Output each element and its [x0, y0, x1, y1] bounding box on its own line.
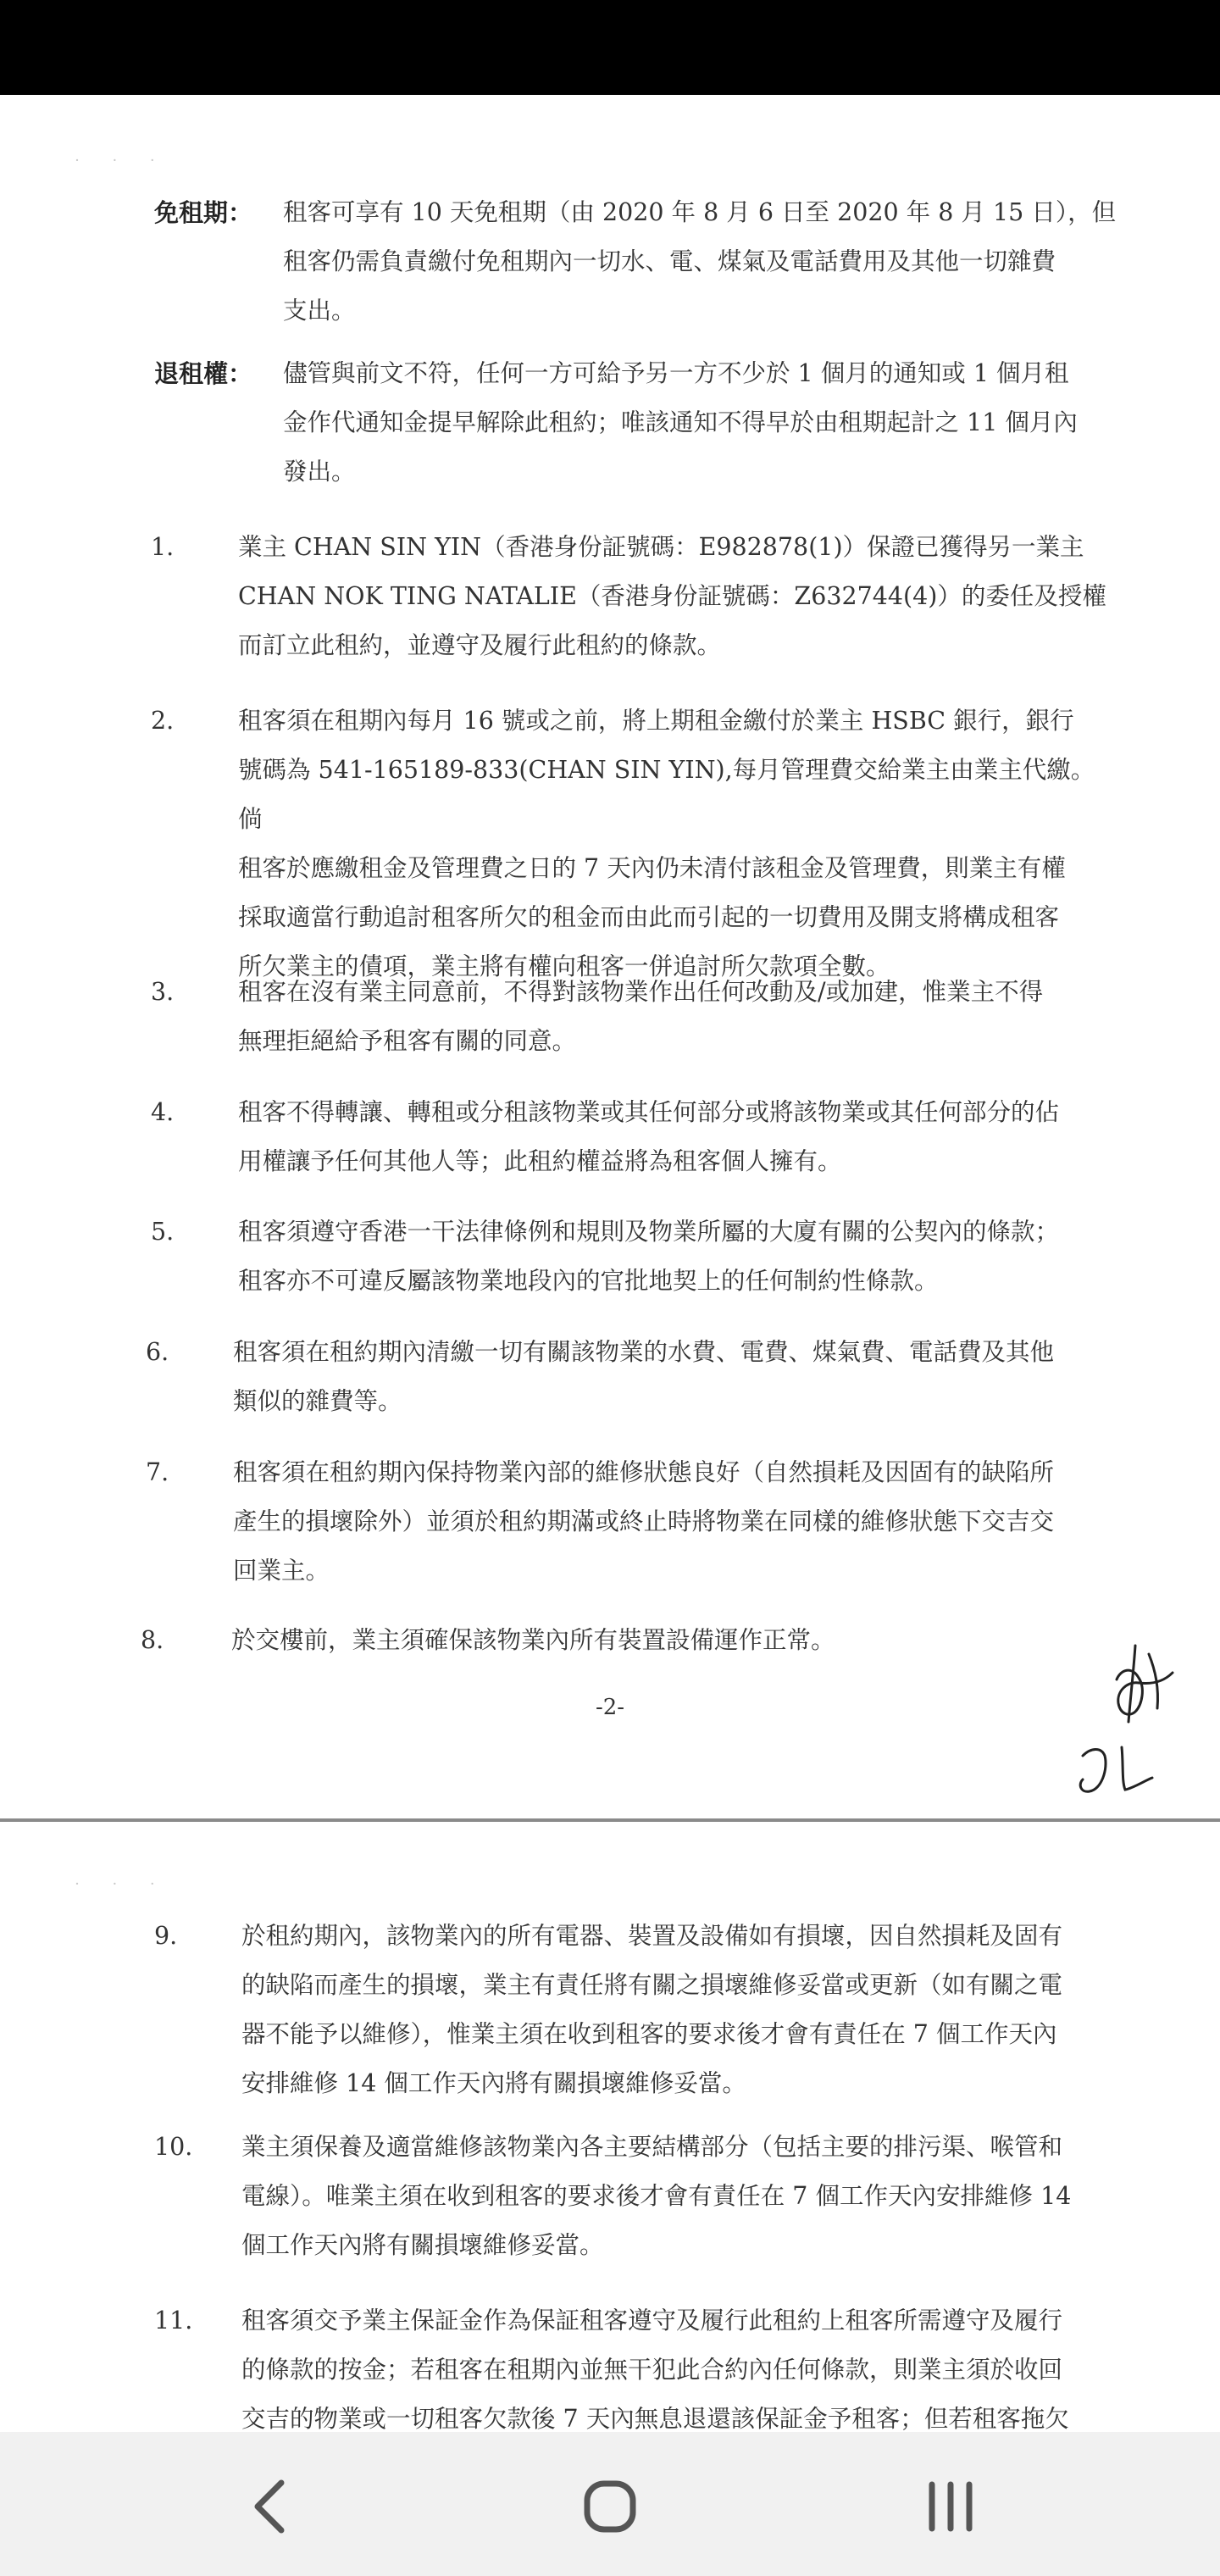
clause-line: 而訂立此租約，並遵守及履行此租約的條款。: [238, 631, 722, 659]
clause-line: 於交樓前，業主須確保該物業內所有裝置設備運作正常。: [231, 1626, 835, 1654]
clause-number: 5.: [151, 1218, 175, 1246]
navigation-bar: [0, 2432, 1220, 2576]
home-icon: [559, 2464, 661, 2549]
term-line: 發出。: [283, 458, 356, 486]
clause-number: 2.: [151, 707, 175, 735]
clause-number: 1.: [151, 533, 175, 561]
term-label: 免租期：: [154, 198, 253, 227]
clause-line: 所欠業主的債項，業主將有權向租客一併追討所欠款項全數。: [238, 952, 890, 980]
back-icon: [220, 2464, 322, 2549]
document-page-2: [0, 95, 1220, 1818]
scan-speck: ˙ ˙ ˙: [73, 1879, 169, 1900]
clause-line: 的缺陷而產生的損壞，業主有責任將有關之損壞維修妥當或更新（如有關之電: [241, 1971, 1063, 1999]
clause-line: 租客須在租約期內清繳一切有關該物業的水費、電費、煤氣費、電話費及其他: [233, 1338, 1055, 1366]
clause-line: 無理拒絕給予租客有關的同意。: [238, 1027, 577, 1055]
term-line: 租客仍需負責繳付免租期內一切水、電、煤氣及電話費用及其他一切雜費: [283, 247, 1056, 275]
clause-line: 業主須保養及適當維修該物業內各主要結構部分（包括主要的排污渠、喉管和: [241, 2133, 1063, 2161]
recents-icon: [900, 2464, 1001, 2549]
clause-line: 產生的損壞除外）並須於租約期滿或終止時將物業在同樣的維修狀態下交吉交: [233, 1507, 1055, 1535]
term-line: 租客可享有 10 天免租期（由 2020 年 8 月 6 日至 2020 年 8 月 15 日），但: [283, 198, 1117, 226]
clause-number: 7.: [146, 1458, 169, 1486]
clause-line: 個工作天內將有關損壞維修妥當。: [241, 2231, 604, 2259]
clause-line: 號碼為 541-165189-833(CHAN SIN YIN),每月管理費交給業主由業主代繳。 倘: [238, 756, 1095, 833]
clause-number: 9.: [154, 1922, 178, 1950]
clause-line: 租客亦不可違反屬該物業地段內的官批地契上的任何制約性條款。: [238, 1267, 939, 1295]
back-button[interactable]: [220, 2464, 322, 2549]
clause-number: 10.: [154, 2133, 193, 2161]
clause-line: 用權讓予任何其他人等；此租約權益將為租客個人擁有。: [238, 1147, 842, 1175]
recents-button[interactable]: [900, 2464, 1001, 2549]
clause-line: 電線）。唯業主須在收到租客的要求後才會有責任在 7 個工作天內安排維修 14: [241, 2182, 1072, 2210]
clause-line: 安排維修 14 個工作天內將有關損壞維修妥當。: [241, 2069, 746, 2097]
clause-line: 交吉的物業或一切租客欠款後 7 天內無息退還該保証金予租客；但若租客拖欠: [241, 2405, 1069, 2432]
page-number: -2-: [595, 1695, 625, 1720]
clause-line: 業主 CHAN SIN YIN（香港身份証號碼：E982878(1)）保證已獲得另一業主: [238, 533, 1084, 561]
clause-line: 的條款的按金；若租客在租期內並無干犯此合約內任何條款，則業主須於收回: [241, 2356, 1063, 2384]
clause-line: 租客須在租期內每月 16 號或之前，將上期租金繳付於業主 HSBC 銀行，銀行: [238, 707, 1074, 735]
home-button[interactable]: [559, 2464, 661, 2549]
clause-number: 11.: [154, 2307, 193, 2334]
clause-line: 採取適當行動追討租客所欠的租金而由此而引起的一切費用及開支將構成租客: [238, 903, 1060, 931]
clause-line: 回業主。: [233, 1557, 330, 1585]
clause-line: 租客須遵守香港一干法律條例和規則及物業所屬的大廈有關的公契內的條款；: [238, 1218, 1060, 1246]
clause-line: 租客須交予業主保証金作為保証租客遵守及履行此租約上租客所需遵守及履行: [241, 2307, 1063, 2334]
term-line: 金作代通知金提早解除此租約；唯該通知不得早於由租期起計之 11 個月內: [283, 408, 1078, 436]
clause-number: 4.: [151, 1098, 175, 1126]
term-line: 支出。: [283, 297, 356, 325]
clause-line: 租客在沒有業主同意前，不得對該物業作出任何改動及/或加建，惟業主不得: [238, 978, 1044, 1006]
clause-line: CHAN NOK TING NATALIE（香港身份証號碼：Z632744(4)）的委任及授權: [238, 582, 1106, 610]
term-line: 儘管與前文不符，任何一方可給予另一方不少於 1 個月的通知或 1 個月租: [283, 359, 1069, 387]
clause-number: 8.: [141, 1626, 164, 1654]
clause-line: 類似的雜費等。: [233, 1387, 402, 1415]
term-label: 退租權：: [154, 359, 253, 388]
clause-line: 租客須在租約期內保持物業內部的維修狀態良好（自然損耗及因固有的缺陷所: [233, 1458, 1055, 1486]
clause-line: 於租約期內，該物業內的所有電器、裝置及設備如有損壞，因自然損耗及固有: [241, 1922, 1063, 1950]
handwritten-signature: [1057, 1620, 1201, 1818]
clause-number: 6.: [146, 1338, 169, 1366]
document-page-3: [0, 1822, 1220, 2432]
status-bar: [0, 0, 1220, 95]
clause-line: 器不能予以維修），惟業主須在收到租客的要求後才會有責任在 7 個工作天內: [241, 2020, 1057, 2048]
clause-line: 租客不得轉讓、轉租或分租該物業或其任何部分或將該物業或其任何部分的佔: [238, 1098, 1060, 1126]
clause-line: 租客於應繳租金及管理費之日的 7 天內仍未清付該租金及管理費，則業主有權: [238, 854, 1066, 882]
clause-number: 3.: [151, 978, 175, 1006]
scan-speck: ˙ ˙ ˙: [73, 156, 169, 176]
